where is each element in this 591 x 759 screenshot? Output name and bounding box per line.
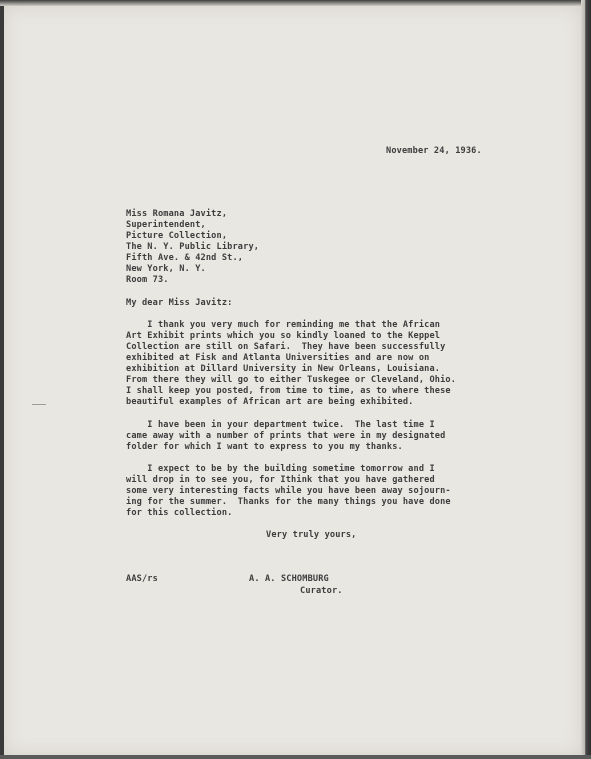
address-line: Fifth Ave. & 42nd St., <box>126 253 244 263</box>
signer-title: Curator. <box>300 586 343 596</box>
signer-name: A. A. SCHOMBURG <box>249 574 329 584</box>
body-line: I thank you very much for reminding me that the African <box>126 320 441 330</box>
address-line: The N. Y. Public Library, <box>126 242 260 252</box>
salutation: My dear Miss Javitz: <box>126 298 233 308</box>
scan-edge-right <box>581 0 591 759</box>
letter-date: November 24, 1936. <box>386 146 482 156</box>
body-line: I expect to be by the building sometime tomorrow and I <box>126 464 435 474</box>
body-line: I have been in your department twice. The last time I <box>126 420 435 430</box>
address-line: Room 73. <box>126 275 169 285</box>
letter-page <box>4 6 581 755</box>
address-line: Miss Romana Javitz, <box>126 209 228 219</box>
address-line: Picture Collection, <box>126 231 228 241</box>
address-line: Superintendent, <box>126 220 206 230</box>
body-line: some very interesting facts while you have been away sojourn- <box>126 486 451 496</box>
body-line: exhibition at Dillard University in New Orleans, Louisiana. <box>126 364 441 374</box>
margin-mark <box>32 404 46 405</box>
body-line: beautiful examples of African art are being exhibited. <box>126 397 414 407</box>
body-line: for this collection. <box>126 508 233 518</box>
body-line: Art Exhibit prints which you so kindly loaned to the Keppel <box>126 331 441 341</box>
body-line: folder for which I want to express to you my thanks. <box>126 442 403 452</box>
body-line: Collection are still on Safari. They have been successfully <box>126 342 446 352</box>
closing: Very truly yours, <box>266 530 357 540</box>
body-line: I shall keep you posted, from time to time, as to where these <box>126 386 451 396</box>
body-line: exhibited at Fisk and Atlanta Universities and are now on <box>126 353 430 363</box>
body-line: ing for the summer. Thanks for the many things you have done <box>126 497 451 507</box>
scan-edge-bottom <box>0 755 591 759</box>
typist-initials: AAS/rs <box>126 574 158 584</box>
body-line: will drop in to see you, for Ithink that you have gathered <box>126 475 435 485</box>
body-line: came away with a number of prints that were in my designated <box>126 431 446 441</box>
body-line: From there they will go to either Tuskegee or Cleveland, Ohio. <box>126 375 457 385</box>
address-line: New York, N. Y. <box>126 264 206 274</box>
